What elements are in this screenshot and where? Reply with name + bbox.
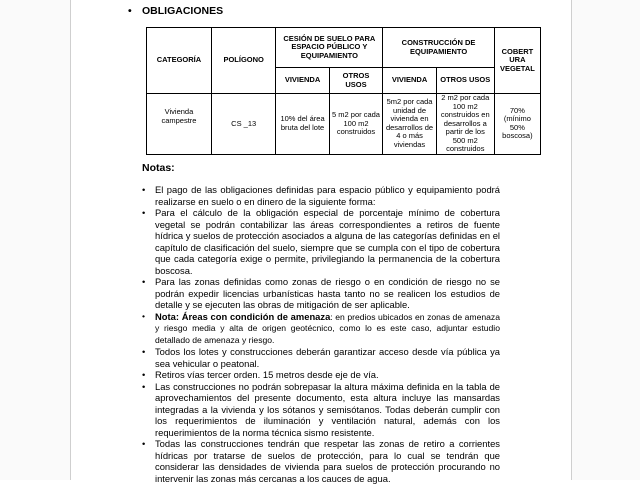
cell-poligono: CS _13 [211, 94, 275, 155]
note-item [140, 381, 500, 439]
header-cesion: CESIÓN DE SUELO PARA ESPACIO PÚBLICO Y EQUIPAMIENTO [276, 28, 383, 68]
header-construccion: CONSTRUCCIÓN DE EQUIPAMIENTO [383, 28, 494, 68]
note-item [140, 311, 500, 347]
note-text: Todas las construcciones tendrán que respetar las zonas de retiro a corrientes hídricas por tratarse de suelos de protección, para lo cual se tendrán que considerar las densidades de vivienda para suelos de protección procurando no intervenir las zonas más cercanas a los cauces de agua. [155, 438, 500, 484]
cell-cobertura: 70% (mínimo 50% boscosa) [494, 94, 540, 155]
cell-cesion-vivienda: 10% del área bruta del lote [276, 94, 329, 155]
note-text: Para el cálculo de la obligación especial de porcentaje mínimo de cobertura vegetal se podrán contabilizar las áreas correspondientes a retiros de fuente hídrica y suelos de protección asociados a alguna de las categorías definidas en el capítulo de clasificación del suelo, siempre que se cumpla con el tipo de cobertura que cada categoría exige o permite, privilegiando la permanencia de la cobertura boscosa. [155, 207, 500, 276]
note-lead: Nota [155, 310, 176, 322]
cell-cesion-otros: 5 m2 por cada 100 m2 construidos [329, 94, 383, 155]
header-otros-construccion: OTROS USOS [436, 68, 494, 94]
note-item [140, 346, 500, 369]
header-vivienda-construccion: VIVIENDA [383, 68, 436, 94]
note-item [140, 207, 500, 276]
note-item [140, 276, 500, 311]
notes-title: Notas: [142, 162, 175, 174]
cell-construccion-otros: 2 m2 por cada 100 m2 construidos en desarrollos a partir de los 500 m2 construidos [436, 94, 494, 155]
header-cobertura: COBERT URA VEGETAL [494, 28, 540, 94]
note-text: Retiros vías tercer orden. 15 metros desde eje de vía. [155, 369, 379, 380]
header-categoria: CATEGORÍA [147, 28, 212, 94]
notes-list [140, 184, 500, 484]
note-text: Las construcciones no podrán sobrepasar la altura máxima definida en la tabla de aprovechamientos del presente documento, esta altura incluye las mansardas integradas a la vivienda y los sótanos y semisótanos. Todas deberán cumplir con los requerimientos de iluminación y ventilación natural, además con los requerimientos de la norma técnica sismo resistente. [155, 380, 500, 438]
note-text: Para las zonas definidas como zonas de riesgo o en condición de riesgo no se podrán expedir licencias urbanísticas hasta tanto no se realicen los estudios de detalle y se ejecuten las obras de mitigación de ser aplicable. [155, 276, 500, 310]
header-otros-cesion: OTROS USOS [329, 68, 383, 94]
note-bold: : Áreas con condición de amenaza [175, 310, 331, 322]
header-vivienda-cesion: VIVIENDA [276, 68, 329, 94]
left-margin [0, 0, 70, 480]
note-item [140, 184, 500, 207]
right-margin [571, 0, 640, 480]
cell-categoria: Vivienda campestre [147, 94, 212, 155]
header-poligono: POLÍGONO [211, 28, 275, 94]
note-item [140, 438, 500, 484]
cell-construccion-vivienda: 5m2 por cada unidad de vivienda en desarrollos de 4 o más viviendas [383, 94, 436, 155]
note-text: El pago de las obligaciones definidas para espacio público y equipamiento podrá realizarse en suelo o en dinero de la siguiente forma: [155, 184, 500, 207]
bullet-icon: • [128, 5, 132, 17]
section-title-text: OBLIGACIONES [142, 5, 224, 17]
note-item [140, 369, 500, 381]
note-text: : en predios ubicados en zonas de amenaza y riesgo media y alta de origen geotécnico, como lo es este caso, adjuntar estudio detallado de amenaza y riesgo. [155, 311, 500, 345]
note-text: Todos los lotes y construcciones deberán garantizar acceso desde vía pública ya sea vehicular o peatonal. [155, 346, 500, 369]
section-title [128, 5, 224, 17]
obligations-table [146, 27, 541, 155]
